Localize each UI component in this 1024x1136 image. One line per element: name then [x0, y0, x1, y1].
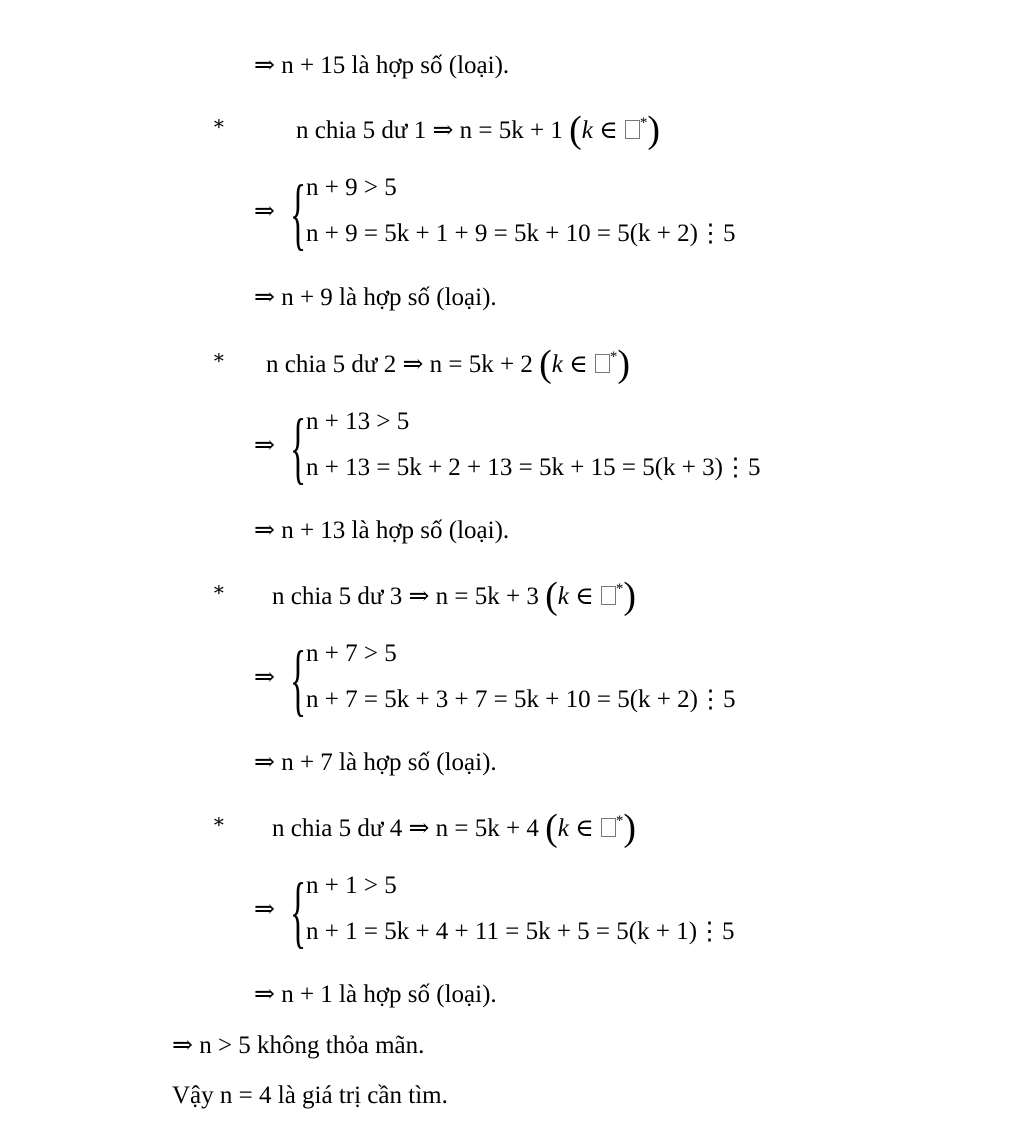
equation-system: [254, 406, 814, 496]
case-line: [266, 341, 631, 385]
system-row: n + 1 > 5: [306, 872, 397, 899]
implies-arrow: ⇒: [254, 198, 275, 225]
implies-arrow: ⇒: [254, 664, 275, 691]
missing-glyph-box: [595, 354, 610, 373]
brace: {: [290, 170, 307, 258]
set-star: *: [639, 115, 648, 131]
implies-arrow: ⇒: [254, 896, 275, 923]
equation-system: [254, 638, 814, 728]
system-row: n + 9 = 5k + 1 + 9 = 5k + 10 = 5(k + 2)⋮5: [306, 220, 736, 247]
text-line: ⇒ n + 15 là hợp số (loại).: [254, 52, 510, 79]
close-paren: ): [617, 343, 631, 385]
case-text: n chia 5 dư 3 ⇒ n = 5k + 3: [272, 583, 539, 610]
set-star: *: [609, 349, 618, 365]
brace: {: [290, 636, 307, 724]
system-row: n + 13 > 5: [306, 408, 410, 435]
missing-glyph-box: [625, 120, 640, 139]
case-line: [272, 573, 637, 617]
bullet: ∗: [212, 347, 226, 369]
open-paren: (: [539, 343, 552, 385]
set-star: *: [615, 581, 624, 597]
case-text: n chia 5 dư 2 ⇒ n = 5k + 2: [266, 351, 533, 378]
missing-glyph-box: [601, 818, 616, 837]
text-line: ⇒ n > 5 không thỏa mãn.: [172, 1032, 425, 1059]
conclusion-line: Vậy n = 4 là giá trị cần tìm.: [172, 1082, 448, 1109]
open-paren: (: [545, 807, 558, 849]
text-line: ⇒ n + 9 là hợp số (loại).: [254, 284, 497, 311]
brace: {: [290, 404, 307, 492]
case-line: [296, 107, 661, 151]
text-line: ⇒ n + 7 là hợp số (loại).: [254, 749, 497, 776]
system-row: n + 7 > 5: [306, 640, 397, 667]
close-paren: ): [623, 575, 637, 617]
system-row: n + 1 = 5k + 4 + 11 = 5k + 5 = 5(k + 1)⋮5: [306, 918, 735, 945]
open-paren: (: [545, 575, 558, 617]
equation-system: [254, 172, 814, 262]
system-row: n + 13 = 5k + 2 + 13 = 5k + 15 = 5(k + 3)⋮5: [306, 454, 761, 481]
open-paren: (: [569, 109, 582, 151]
case-text: n chia 5 dư 1 ⇒ n = 5k + 1: [296, 117, 563, 144]
set-star: *: [615, 813, 624, 829]
implies-arrow: ⇒: [254, 432, 275, 459]
missing-glyph-box: [601, 586, 616, 605]
set-text: k ∈: [557, 583, 594, 610]
text-line: ⇒ n + 13 là hợp số (loại).: [254, 517, 510, 544]
bullet: ∗: [212, 113, 226, 135]
close-paren: ): [623, 807, 637, 849]
equation-system: [254, 870, 814, 960]
system-row: n + 7 = 5k + 3 + 7 = 5k + 10 = 5(k + 2)⋮5: [306, 686, 736, 713]
text-line: ⇒ n + 1 là hợp số (loại).: [254, 981, 497, 1008]
set-text: k ∈: [551, 351, 588, 378]
set-text: k ∈: [581, 117, 618, 144]
brace: {: [290, 868, 307, 956]
close-paren: ): [647, 109, 661, 151]
set-text: k ∈: [557, 815, 594, 842]
system-row: n + 9 > 5: [306, 174, 397, 201]
case-line: [272, 805, 637, 849]
bullet: ∗: [212, 579, 226, 601]
case-text: n chia 5 dư 4 ⇒ n = 5k + 4: [272, 815, 539, 842]
bullet: ∗: [212, 811, 226, 833]
